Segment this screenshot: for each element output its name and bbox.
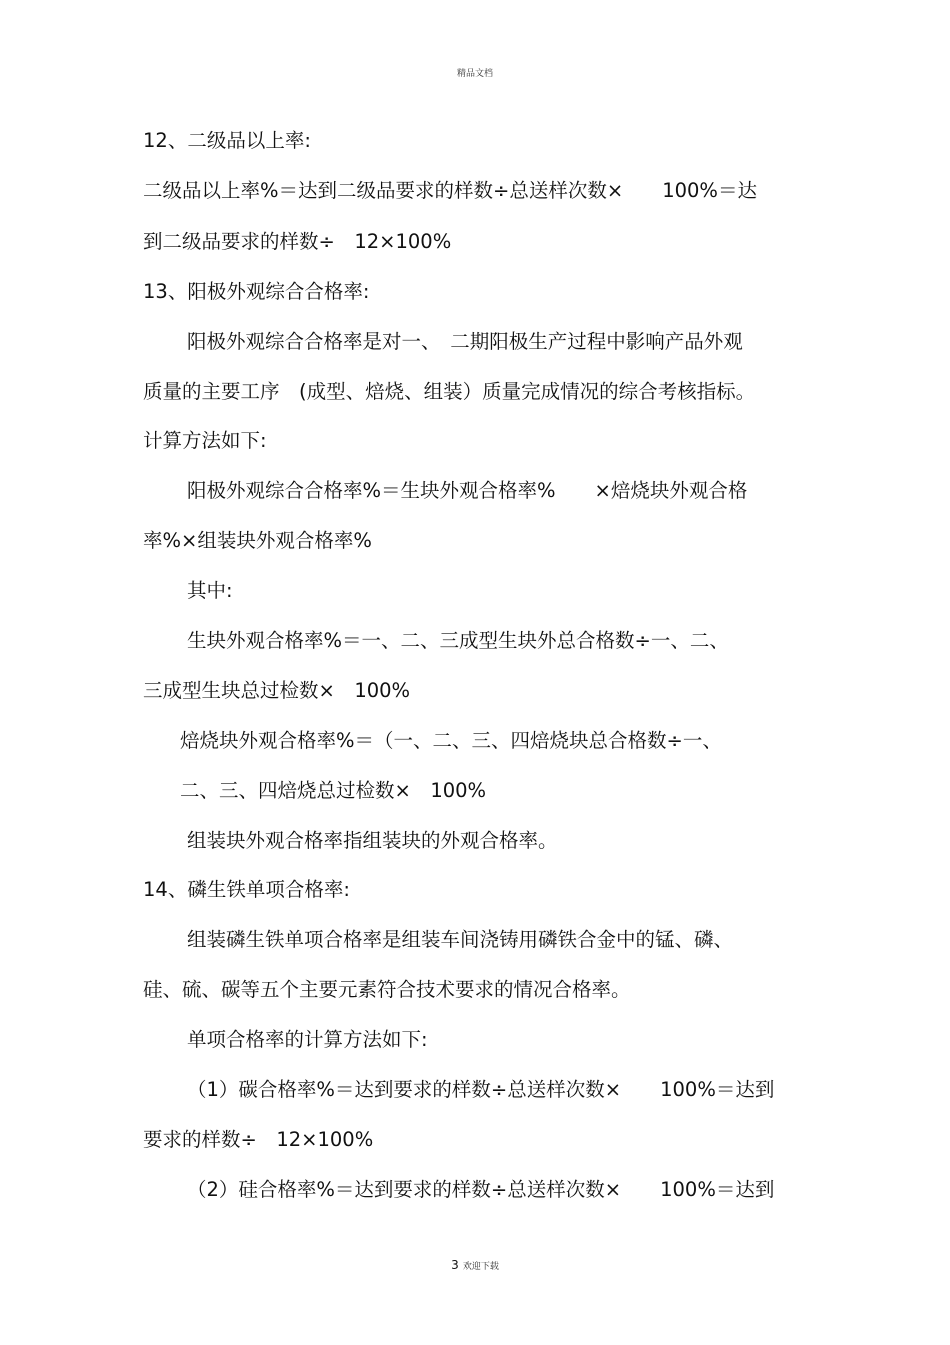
text-line: 二、三、四焙烧总过检数× 100% (180, 779, 487, 802)
text-line: 到二级品要求的样数÷ 12×100% (143, 230, 452, 253)
text-line: 阳极外观综合合格率%＝生块外观合格率% ×焙烧块外观合格 (187, 479, 748, 502)
text-line: 硅、硫、碳等五个主要元素符合技术要求的情况合格率。 (143, 978, 631, 1001)
text-line: 组装块外观合格率指组装块的外观合格率。 (187, 829, 558, 852)
text-line: 焙烧块外观合格率%＝（一、二、三、四焙烧块总合格数÷一、 (180, 729, 722, 752)
text-line: 14、磷生铁单项合格率: (143, 878, 350, 901)
page-header: 精品文档 (456, 69, 493, 79)
page-footer (0, 1258, 950, 1272)
text-line: 其中: (187, 579, 233, 602)
text-line: 质量的主要工序 (成型、焙烧、组装）质量完成情况的综合考核指标。 (143, 380, 756, 403)
text-line: 阳极外观综合合格率是对一、 二期阳极生产过程中影响产品外观 (187, 330, 743, 353)
text-line: 12、二级品以上率: (143, 129, 311, 152)
text-line: 三成型生块总过检数× 100% (143, 679, 411, 702)
text-line: 13、阳极外观综合合格率: (143, 280, 370, 303)
text-line: 二级品以上率%＝达到二级品要求的样数÷总送样次数× 100%＝达 (143, 179, 757, 202)
text-line: 要求的样数÷ 12×100% (143, 1128, 374, 1151)
footer-text: 欢迎下载 (462, 1262, 499, 1272)
text-line: （1）碳合格率%＝达到要求的样数÷总送样次数× 100%＝达到 (187, 1078, 775, 1101)
page-number: 3 (451, 1258, 459, 1272)
text-line: 计算方法如下: (143, 429, 267, 452)
text-line: 生块外观合格率%＝一、二、三成型生块外总合格数÷一、二、 (187, 629, 729, 652)
text-line: 率%×组装块外观合格率% (143, 529, 372, 552)
text-line: 组装磷生铁单项合格率是组装车间浇铸用磷铁合金中的锰、磷、 (187, 928, 734, 951)
text-line: （2）硅合格率%＝达到要求的样数÷总送样次数× 100%＝达到 (187, 1178, 775, 1201)
text-line: 单项合格率的计算方法如下: (187, 1028, 428, 1051)
